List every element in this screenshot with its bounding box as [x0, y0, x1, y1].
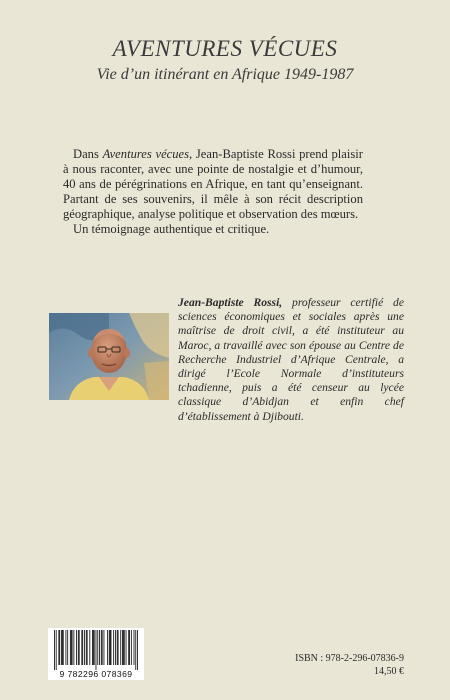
blurb-text: , Jean-Baptiste Rossi prend plaisir à nous raconter, avec une pointe de nostalgie et d’humour, 40 ans de pérégrinations en Afrique, en tant qu’enseignant. Partant de ses souvenirs, il mêle à son récit description géographique, analyse politique et observation des mœurs.: [63, 147, 363, 221]
author-photo: [49, 313, 169, 400]
barcode-bar: [128, 630, 129, 665]
isbn: ISBN : 978-2-296-07836-9: [295, 653, 404, 664]
barcode-bar: [120, 630, 121, 665]
barcode-bar: [62, 630, 63, 665]
barcode-bar: [99, 630, 100, 665]
barcode-bar: [76, 630, 77, 665]
barcode-bar: [102, 630, 103, 665]
barcode-bars: [48, 630, 144, 672]
barcode-bar: [111, 630, 112, 665]
barcode-bar: [134, 630, 135, 665]
barcode-bar: [118, 630, 119, 665]
author-name: Jean-Baptiste Rossi,: [178, 296, 283, 309]
barcode-bar: [56, 630, 57, 670]
barcode-bar: [71, 630, 72, 665]
barcode-bar: [131, 630, 132, 665]
barcode-bar: [82, 630, 83, 665]
barcode-bar: [137, 630, 138, 670]
author-bio-text: professeur certifié de sciences économiques et sociales après une maîtrise de droit civil, a été instituteur au Maroc, a travaillé avec son épouse au Centre de Recherche Industriel d’Afrique Centrale, a dirigé l’Ecole Normale d’instituteurs tchadienne, puis a été censeur au lycée classique d’Abidjan et enfin chef d’établissement à Djibouti.: [178, 296, 404, 423]
barcode-bar: [135, 630, 136, 670]
barcode-bar: [113, 630, 114, 665]
barcode-bar: [54, 630, 55, 670]
barcode-bar: [129, 630, 130, 665]
barcode-digits: 9 782296 078369: [59, 669, 133, 679]
barcode-bar: [86, 630, 87, 665]
barcode-bar: [96, 630, 97, 670]
barcode-bar: [87, 630, 88, 665]
barcode-bar: [59, 630, 60, 665]
barcode-bar: [123, 630, 124, 665]
barcode-bar: [104, 630, 105, 665]
barcode-bar: [58, 630, 59, 665]
barcode-bar: [72, 630, 73, 665]
barcode-bar: [73, 630, 74, 665]
barcode-bar: [117, 630, 118, 665]
barcode-bar: [115, 630, 116, 665]
barcode-bar: [101, 630, 102, 665]
blurb-intro: Dans: [73, 147, 103, 161]
barcode: [48, 628, 144, 680]
author-portrait-image: [49, 313, 169, 400]
blurb-book-title: Aventures vécues: [102, 147, 190, 161]
barcode-bar: [70, 630, 71, 665]
barcode-bar: [63, 630, 64, 665]
barcode-bar: [93, 630, 94, 665]
blurb-paragraph-1: [63, 147, 363, 222]
author-bio: [178, 296, 404, 424]
barcode-bar: [94, 630, 95, 665]
blurb: [63, 147, 363, 237]
barcode-bar: [107, 630, 108, 665]
barcode-bar: [81, 630, 82, 665]
barcode-bar: [79, 630, 80, 665]
book-subtitle: Vie d’un itinérant en Afrique 1949-1987: [96, 66, 354, 83]
price: 14,50 €: [374, 666, 404, 677]
blurb-paragraph-2: Un témoignage authentique et critique.: [73, 222, 270, 236]
barcode-bar: [110, 630, 111, 665]
barcode-bar: [122, 630, 123, 665]
barcode-bar: [126, 630, 127, 665]
barcode-bar: [109, 630, 110, 665]
barcode-bar: [65, 630, 66, 665]
book-title: AVENTURES VÉCUES: [112, 36, 338, 61]
barcode-bar: [67, 630, 68, 665]
barcode-bar: [89, 630, 90, 665]
barcode-bar: [78, 630, 79, 665]
barcode-bar: [84, 630, 85, 665]
barcode-bar: [124, 630, 125, 665]
barcode-bar: [61, 630, 62, 665]
barcode-bar: [92, 630, 93, 665]
barcode-bar: [97, 630, 98, 665]
